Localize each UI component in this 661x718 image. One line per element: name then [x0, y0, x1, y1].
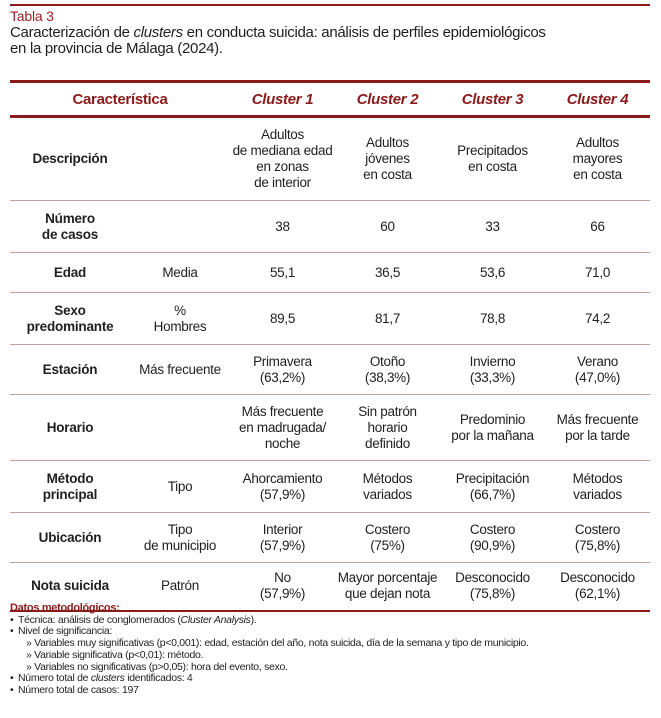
cluster-4-value: Costero (75,8%) — [545, 513, 650, 563]
cluster-3-value: 33 — [440, 201, 545, 253]
cluster-4-value: 74,2 — [545, 293, 650, 345]
note-significance-item: » Variables no significativas (p>0,05): hora del evento, sexo. — [26, 660, 288, 673]
row-sublabel: Tipo de municipio — [130, 513, 230, 563]
row-label: Horario — [10, 395, 130, 461]
cluster-2-value: 81,7 — [335, 293, 440, 345]
top-rule — [10, 4, 650, 6]
note-technique: • Técnica: análisis de conglomerados (Cluster Analysis). — [10, 613, 257, 626]
note-significance-item: » Variables muy significativas (p<0,001): edad, estación del año, nota suicida, día de la semana y tipo de municipio. — [26, 637, 529, 650]
cluster-3-value: 53,6 — [440, 253, 545, 293]
header-cluster-1: Cluster 1 — [230, 82, 335, 117]
cluster-3-value: 78,8 — [440, 293, 545, 345]
cluster-4-value: 66 — [545, 201, 650, 253]
table-number: Tabla 3 — [10, 8, 54, 24]
cluster-1-value: 38 — [230, 201, 335, 253]
cluster-1-value: 55,1 — [230, 253, 335, 293]
row-sublabel: Más frecuente — [130, 345, 230, 395]
cluster-1-value: Primavera (63,2%) — [230, 345, 335, 395]
cluster-1-value: Adultos de mediana edad en zonas de interior — [230, 117, 335, 201]
cluster-3-value: Predominio por la mañana — [440, 395, 545, 461]
row-sublabel: Patrón — [130, 563, 230, 611]
cluster-2-value: Métodos variados — [335, 461, 440, 513]
cluster-4-value: Desconocido (62,1%) — [545, 563, 650, 611]
row-sublabel: % Hombres — [130, 293, 230, 345]
cluster-2-value: 36,5 — [335, 253, 440, 293]
cluster-1-value: Más frecuente en madrugada/ noche — [230, 395, 335, 461]
row-label: Método principal — [10, 461, 130, 513]
table-row — [10, 461, 650, 513]
header-cluster-2: Cluster 2 — [335, 82, 440, 117]
row-sublabel: Media — [130, 253, 230, 293]
cluster-2-value: 60 — [335, 201, 440, 253]
row-sublabel — [130, 201, 230, 253]
cluster-3-value: Precipitación (66,7%) — [440, 461, 545, 513]
row-sublabel — [130, 117, 230, 201]
row-label: Sexo predominante — [10, 293, 130, 345]
cluster-4-value: Métodos variados — [545, 461, 650, 513]
note-total-cases: • Número total de casos: 197 — [10, 683, 139, 696]
row-label: Número de casos — [10, 201, 130, 253]
header-cluster-3: Cluster 3 — [440, 82, 545, 117]
cluster-4-value: Más frecuente por la tarde — [545, 395, 650, 461]
cluster-3-value: Desconocido (75,8%) — [440, 563, 545, 611]
cluster-3-value: Invierno (33,3%) — [440, 345, 545, 395]
note-significance-item: » Variable significativa (p<0,01): método. — [26, 648, 204, 661]
table-row — [10, 345, 650, 395]
notes-heading: Datos metodológicos: — [10, 602, 120, 614]
cluster-3-value: Precipitados en costa — [440, 117, 545, 201]
cluster-1-value: 89,5 — [230, 293, 335, 345]
cluster-1-value: Ahorcamiento (57,9%) — [230, 461, 335, 513]
row-label: Edad — [10, 253, 130, 293]
cluster-1-value: Interior (57,9%) — [230, 513, 335, 563]
cluster-table — [10, 80, 650, 612]
row-sublabel — [130, 395, 230, 461]
header-characteristic: Característica — [10, 82, 230, 117]
table-row — [10, 293, 650, 345]
table-title: Caracterización de clusters en conducta suicida: análisis de perfiles epidemiológicos en la provincia de Málaga (2024). — [10, 24, 546, 57]
cluster-4-value: Verano (47,0%) — [545, 345, 650, 395]
cluster-2-value: Otoño (38,3%) — [335, 345, 440, 395]
header-cluster-4: Cluster 4 — [545, 82, 650, 117]
row-label: Estación — [10, 345, 130, 395]
table-row — [10, 513, 650, 563]
cluster-2-value: Adultos jóvenes en costa — [335, 117, 440, 201]
table-row — [10, 117, 650, 201]
row-label: Ubicación — [10, 513, 130, 563]
note-significance: • Nivel de significancia: — [10, 625, 113, 638]
cluster-2-value: Sin patrón horario definido — [335, 395, 440, 461]
table-row — [10, 201, 650, 253]
cluster-3-value: Costero (90,9%) — [440, 513, 545, 563]
table-row — [10, 395, 650, 461]
methodology-notes — [10, 603, 650, 697]
cluster-4-value: 71,0 — [545, 253, 650, 293]
row-sublabel: Tipo — [130, 461, 230, 513]
cluster-1-value: No (57,9%) — [230, 563, 335, 611]
row-label: Nota suicida — [10, 563, 130, 611]
note-clusters: • Número total de clusters identificados: 4 — [10, 672, 193, 685]
table-row — [10, 253, 650, 293]
row-label: Descripción — [10, 117, 130, 201]
cluster-2-value: Costero (75%) — [335, 513, 440, 563]
header-row — [10, 82, 650, 117]
cluster-2-value: Mayor porcentaje que dejan nota — [335, 563, 440, 611]
cluster-4-value: Adultos mayores en costa — [545, 117, 650, 201]
